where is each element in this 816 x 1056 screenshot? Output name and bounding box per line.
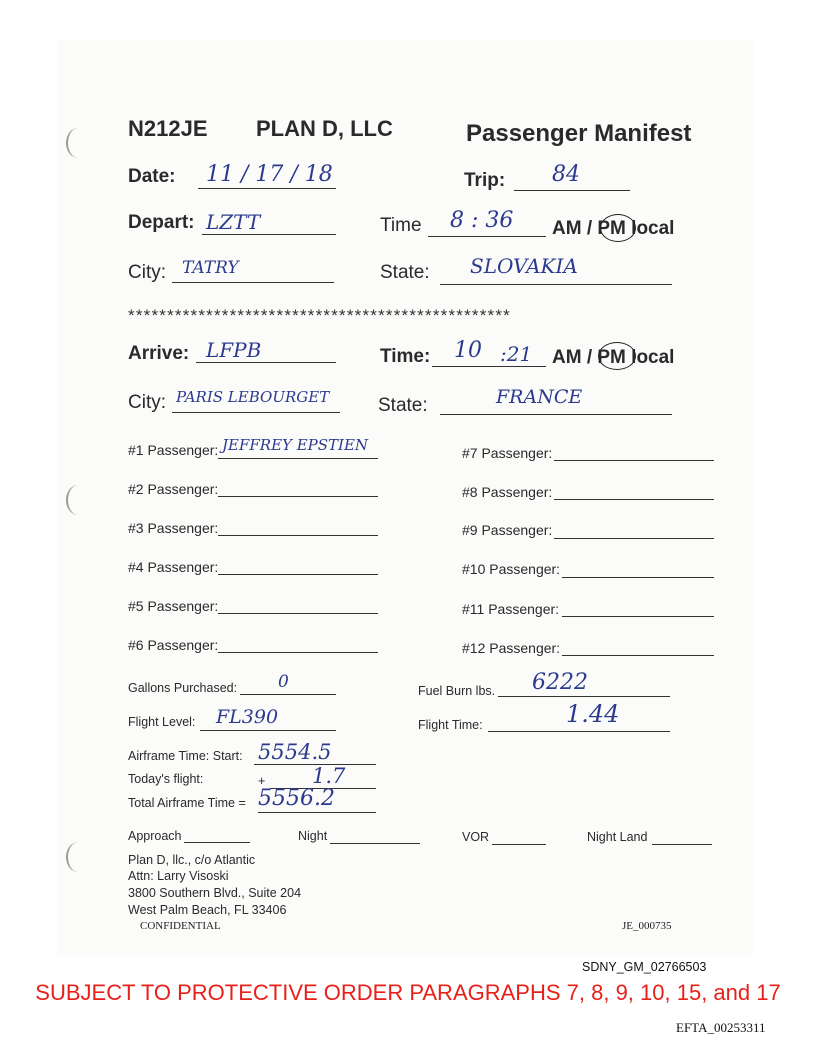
passenger-3-line [218,535,378,536]
depart-ampm: AM / PM local [552,218,675,239]
night-line [330,843,420,844]
total-airframe-line [258,812,376,813]
arrive-label: Arrive: [128,343,190,364]
passenger-11-line [562,616,714,617]
airframe-start-label: Airframe Time: Start: [128,749,243,763]
gallons-value: 0 [278,672,289,692]
depart-value: LZTT [206,210,261,234]
arrive-state-label: State: [378,395,428,416]
passenger-1-label: #1 Passenger: [128,442,219,458]
arrive-time-minutes: :21 [500,342,533,366]
passenger-9-line [554,538,714,539]
passenger-7-line [554,460,714,461]
passenger-6-line [218,652,378,653]
binder-hole-bottom [66,842,90,872]
arrive-city-line [172,412,340,413]
passenger-2-line [218,496,378,497]
confidential-stamp: CONFIDENTIAL [140,920,221,932]
arrive-city-value: PARIS LEBOURGET [176,388,330,406]
arrive-time-value: 10 [454,338,482,363]
date-label: Date: [128,166,176,187]
trip-value: 84 [552,162,580,187]
vor-label: VOR [462,830,490,844]
todays-flight-plus: + [258,774,266,788]
arrive-time-label: Time: [380,346,431,367]
protective-order-notice: SUBJECT TO PROTECTIVE ORDER PARAGRAPHS 7, 8, 9, 10, 15, and 17 [35,980,781,1005]
approach-line [184,842,250,843]
fuel-burn-value: 6222 [532,670,588,695]
flight-time-label: Flight Time: [418,718,483,732]
passenger-5-label: #5 Passenger: [128,598,219,614]
depart-time-line [428,236,546,237]
company-name: PLAN D, LLC [256,116,393,141]
vor-line [492,844,546,845]
depart-time-value: 8 : 36 [450,208,514,233]
night-land-line [652,844,712,845]
pm-circle-arrive [598,342,636,370]
date-line [198,188,336,189]
flight-level-line [200,730,336,731]
efta-bates-number: EFTA_00253311 [676,1020,766,1035]
passenger-1-line [218,458,378,459]
flight-level-label: Flight Level: [128,715,196,729]
pm-circle-depart [600,214,636,242]
separator-stars: ************************************************* [128,306,511,325]
sdny-bates-number: SDNY_GM_02766503 [582,960,707,974]
fuel-burn-label: Fuel Burn lbs. [418,684,496,698]
date-value: 11 / 17 / 18 [206,162,333,187]
total-airframe-value: 5556.2 [258,786,335,811]
depart-state-label: State: [380,262,430,283]
trip-label: Trip: [464,170,506,191]
passenger-9-label: #9 Passenger: [462,522,553,538]
arrive-ampm: AM / PM local [552,347,675,368]
flight-time-line [488,731,670,732]
approach-label: Approach [128,829,182,843]
airframe-start-value: 5554.5 [258,740,332,764]
depart-time-label: Time [380,215,422,236]
passenger-11-label: #11 Passenger: [462,601,560,617]
gallons-label: Gallons Purchased: [128,681,238,695]
passenger-10-line [562,577,714,578]
passenger-5-line [218,613,378,614]
todays-flight-value: 1.7 [312,764,346,788]
arrive-city-label: City: [128,392,166,413]
arrive-value: LFPB [206,338,262,362]
depart-label: Depart: [128,212,195,233]
passenger-6-label: #6 Passenger: [128,637,219,653]
arrive-time-line [432,366,546,367]
passenger-7-label: #7 Passenger: [462,445,553,461]
depart-city-line [172,282,334,283]
fuel-burn-line [498,696,670,697]
night-land-label: Night Land [587,830,648,844]
binder-hole-middle [66,485,90,515]
je-bates-number: JE_000735 [622,920,672,932]
passenger-12-line [562,655,714,656]
trip-line [514,190,630,191]
address-line-4: West Palm Beach, FL 33406 [128,903,287,917]
address-line-3: 3800 Southern Blvd., Suite 204 [128,886,302,900]
passenger-1-value: JEFFREY EPSTIEN [222,436,369,454]
binder-hole-top [66,128,90,158]
form-title: Passenger Manifest [466,120,692,147]
gallons-line [240,694,336,695]
total-airframe-label: Total Airframe Time = [128,796,246,810]
passenger-12-label: #12 Passenger: [462,640,561,656]
depart-state-line [440,284,672,285]
passenger-3-label: #3 Passenger: [128,520,219,536]
arrive-line [196,362,336,363]
passenger-8-label: #8 Passenger: [462,484,553,500]
address-line-2: Attn: Larry Visoski [128,869,229,883]
passenger-10-label: #10 Passenger: [462,561,561,577]
flight-time-value: 1.44 [566,700,620,728]
depart-state-value: SLOVAKIA [470,254,578,278]
depart-line [202,234,336,235]
todays-flight-label: Today's flight: [128,772,204,786]
passenger-2-label: #2 Passenger: [128,481,219,497]
depart-city-label: City: [128,262,166,283]
arrive-state-line [440,414,672,415]
depart-city-value: TATRY [182,258,239,278]
tail-number: N212JE [128,116,208,141]
passenger-8-line [554,499,714,500]
arrive-state-value: FRANCE [496,386,583,408]
night-label: Night [298,829,328,843]
address-line-1: Plan D, llc., c/o Atlantic [128,853,256,867]
passenger-4-label: #4 Passenger: [128,559,219,575]
passenger-4-line [218,574,378,575]
flight-level-value: FL390 [216,706,279,728]
